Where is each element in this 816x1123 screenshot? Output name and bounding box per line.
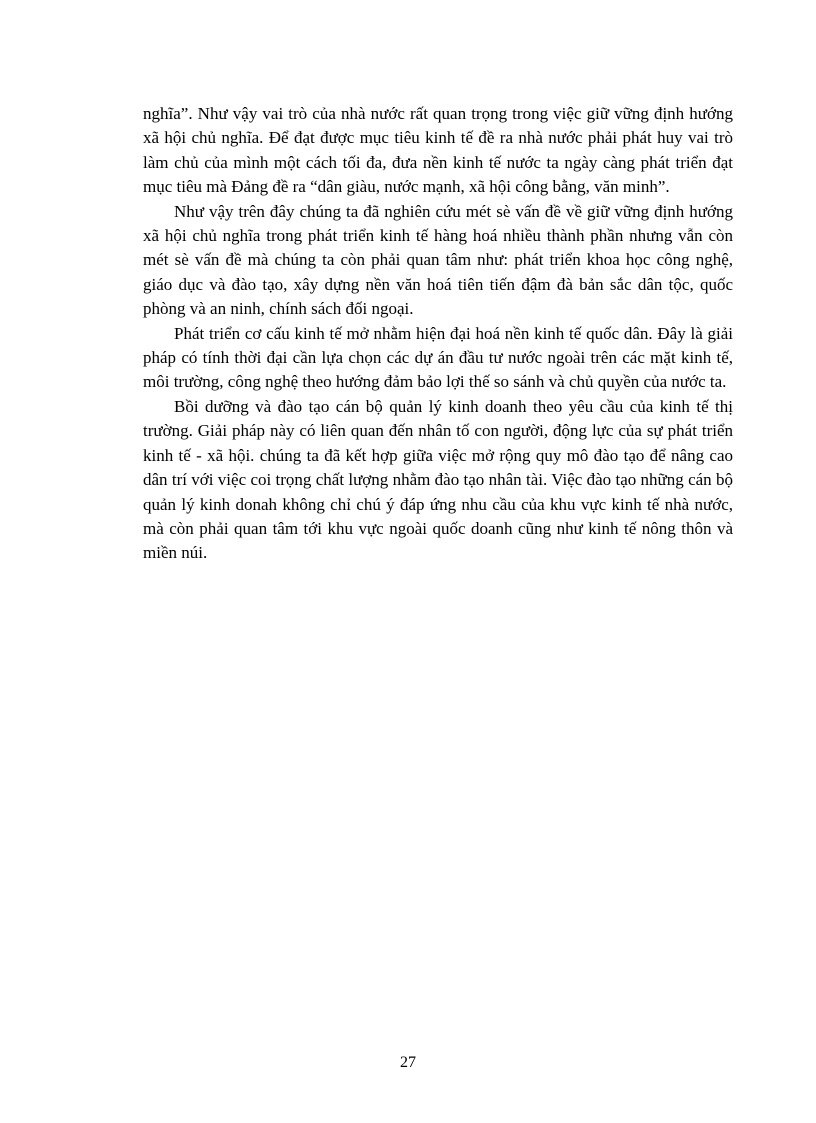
paragraph-4: Bồi dưỡng và đào tạo cán bộ quản lý kinh doanh theo yêu cầu của kinh tế thị trường. Giải pháp này có liên quan đến nhân tố con người, động lực của sự phát triển kinh tế - xã hội. chúng ta đã kết hợp giữa việc mở rộng quy mô đào tạo để nâng cao dân trí với việc coi trọng chất lượng nhằm đào tạo nhân tài. Việc đào tạo những cán bộ quản lý kinh donah không chỉ chú ý đáp ứng nhu cầu của khu vực kinh tế nhà nước, mà còn phải quan tâm tới khu vực ngoài quốc doanh cũng như kinh tế nông thôn và miền núi. [143,396,733,563]
paragraph-1: nghĩa”. Như vậy vai trò của nhà nước rất quan trọng trong việc giữ vững định hướng xã hội chủ nghĩa. Để đạt được mục tiêu kinh tế đề ra nhà nước phải phát huy vai trò làm chủ của mình một cách tối đa, đưa nền kinh tế nước ta ngày càng phát triển đạt mục tiêu mà Đảng đề ra “dân giàu, nước mạnh, xã hội công bằng, văn minh”. [143,104,733,197]
paragraph-2: Như vậy trên đây chúng ta đã nghiên cứu mét sè vấn đề về giữ vững định hướng xã hội chủ nghĩa trong phát triển kinh tế hàng hoá nhiều thành phần nhưng vẫn còn mét sè vấn đề mà chúng ta còn phải quan tâm như: phát triển khoa học công nghệ, giáo dục và đào tạo, xây dựng nền văn hoá tiên tiến đậm đà bản sắc dân tộc, quốc phòng và an ninh, chính sách đối ngoại. [143,201,733,319]
body-text [143,102,733,566]
page-number: 27 [400,1054,416,1071]
paragraph-3: Phát triển cơ cấu kinh tế mở nhằm hiện đại hoá nền kinh tế quốc dân. Đây là giải pháp có tính thời đại cần lựa chọn các dự án đầu tư nước ngoài trên các mặt kinh tế, môi trường, công nghệ theo hướng đảm bảo lợi thế so sánh và chủ quyền của nước ta. [143,323,733,392]
